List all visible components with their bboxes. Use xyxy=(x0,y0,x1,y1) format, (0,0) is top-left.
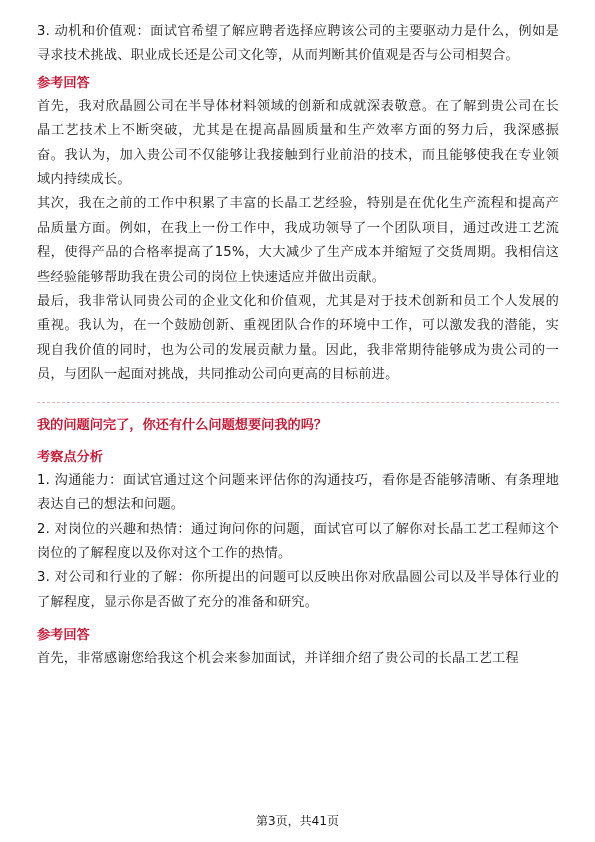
answer-paragraph-2: 其次，我在之前的工作中积累了丰富的长晶工艺经验，特别是在优化生产流程和提高产品质量方面。例如，在我上一份工作中，我成功领导了一个团队项目，通过改进工艺流程，使得产品的合格率提高了15%，大大减少了生产成本并缩短了交货周期。我相信这些经验能够帮助我在贵公司的岗位上快速适应并做出贡献。 xyxy=(37,196,559,285)
reference-answer-heading: 参考回答 xyxy=(37,75,90,91)
answer-paragraph-3: 最后，我非常认同贵公司的企业文化和价值观，尤其是对于技术创新和员工个人发展的重视。我认为，在一个鼓励创新、重视团队合作的环境中工作，可以激发我的潜能，实现自我价值的同时，也为公司的发展贡献力量。因此，我非常期待能够成为贵公司的一员，与团队一起面对挑战，共同推动公司向更高的目标前进。 xyxy=(37,294,559,383)
answer-paragraph-4: 首先，非常感谢您给我这个机会来参加面试，并详细介绍了贵公司的长晶工艺工程 xyxy=(37,651,519,667)
section-divider xyxy=(37,402,559,403)
analysis-item-1: 1. 沟通能力：面试官通过这个问题来评估你的沟通技巧，看你是否能够清晰、有条理地表达自己的想法和问题。 xyxy=(37,472,559,513)
analysis-heading: 考察点分析 xyxy=(37,449,103,465)
document-page xyxy=(37,20,559,672)
motivation-values-item: 3. 动机和价值观：面试官希望了解应聘者选择应聘该公司的主要驱动力是什么，例如是寻求技术挑战、职业成长还是公司文化等，从而判断其价值观是否与公司相契合。 xyxy=(37,24,559,64)
analysis-item-3: 3. 对公司和行业的了解：你所提出的问题可以反映出你对欣晶圆公司以及半导体行业的了解程度，显示你是否做了充分的准备和研究。 xyxy=(37,570,559,610)
page-number-footer: 第3页，共41页 xyxy=(256,814,339,828)
reference-answer-heading-2: 参考回答 xyxy=(37,628,90,644)
interview-question: 我的问题问完了，你还有什么问题想要问我的吗？ xyxy=(37,417,328,433)
analysis-item-2: 2. 对岗位的兴趣和热情：通过询问你的问题，面试官可以了解你对长晶工艺工程师这个岗位的了解程度以及你对这个工作的热情。 xyxy=(37,521,559,561)
answer-paragraph-1: 首先，我对欣晶圆公司在半导体材料领域的创新和成就深表敬意。在了解到贵公司在长晶工艺技术上不断突破，尤其是在提高晶圆质量和生产效率方面的努力后，我深感振奋。我认为，加入贵公司不仅能够让我接触到行业前沿的技术，而且能够使我在专业领域内持续成长。 xyxy=(37,98,559,188)
